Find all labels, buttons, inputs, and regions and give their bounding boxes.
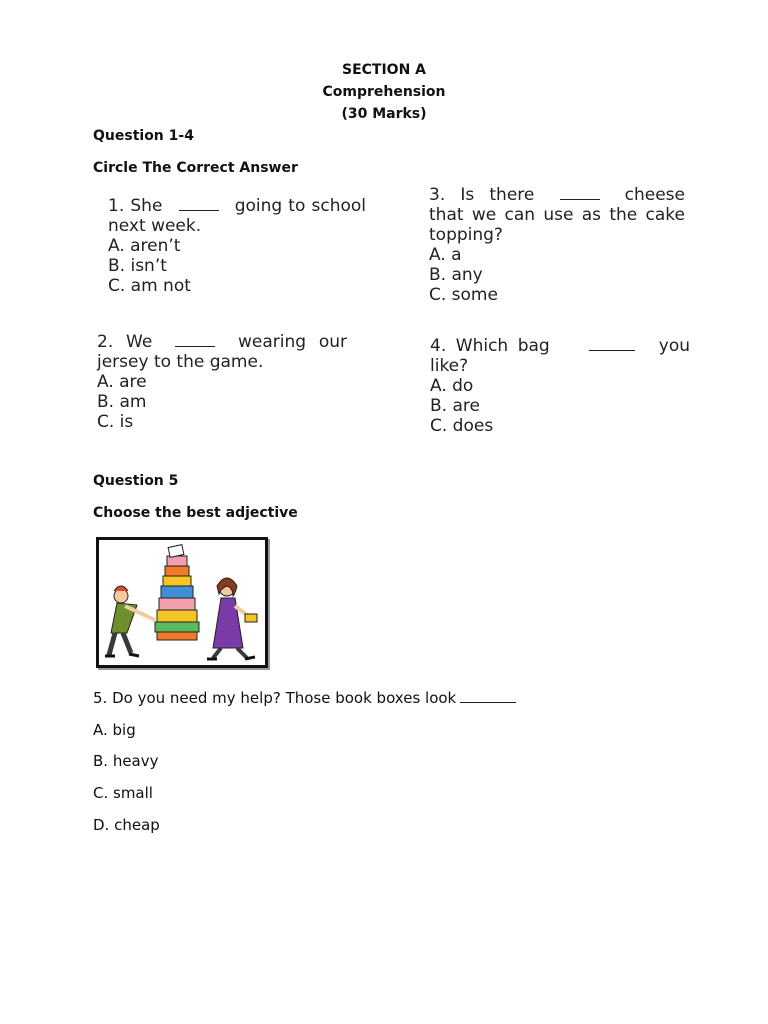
answer-blank	[589, 338, 635, 351]
option-b[interactable]: B. are	[430, 396, 480, 416]
instruction-circle: Circle The Correct Answer	[93, 160, 298, 176]
question-5-heading: Question 5	[93, 473, 179, 489]
option-b[interactable]: B. heavy	[93, 752, 159, 770]
question-5-stem: 5. Do you need my help? Those book boxes look	[93, 689, 457, 707]
question-3	[429, 185, 685, 305]
question-4-before: Which bag	[455, 336, 550, 356]
cartoon-illustration	[96, 537, 268, 668]
question-2-stem	[97, 332, 347, 372]
question-3-number: 3.	[429, 185, 446, 205]
answer-blank	[560, 187, 600, 200]
question-2-after: wearing our jersey to the game.	[97, 332, 347, 372]
question-2-number: 2.	[97, 332, 114, 352]
question-4-after: you like?	[430, 336, 691, 376]
question-2	[97, 332, 347, 432]
answer-blank	[179, 198, 219, 211]
option-a[interactable]: A. a	[429, 245, 462, 265]
question-1-before: She	[130, 196, 163, 216]
question-1	[108, 196, 366, 296]
option-c[interactable]: C. is	[97, 412, 134, 432]
option-a[interactable]: A. are	[97, 372, 147, 392]
people-carrying-boxes-illustration	[99, 540, 265, 665]
question-1-stem	[108, 196, 366, 236]
option-c[interactable]: C. am not	[108, 276, 191, 296]
question-4	[430, 336, 690, 436]
question-3-after: cheese that we can use as the cake topping?	[429, 185, 685, 245]
option-c[interactable]: C. small	[93, 784, 153, 802]
option-d[interactable]: D. cheap	[93, 816, 160, 834]
section-title: SECTION A	[341, 62, 426, 78]
question-5-text	[93, 689, 516, 707]
option-c[interactable]: C. does	[430, 416, 494, 436]
answer-blank	[175, 334, 215, 347]
question-1-number: 1.	[108, 196, 125, 216]
question-3-before: Is there	[460, 185, 535, 205]
question-range-heading: Question 1-4	[93, 128, 194, 144]
option-a[interactable]: A. big	[93, 721, 136, 739]
question-4-number: 4.	[430, 336, 447, 356]
option-b[interactable]: B. am	[97, 392, 147, 412]
option-c[interactable]: C. some	[429, 285, 498, 305]
option-a[interactable]: A. do	[430, 376, 474, 396]
instruction-adjective: Choose the best adjective	[93, 505, 298, 521]
question-4-stem	[430, 336, 690, 376]
question-1-after: going to school next week.	[108, 196, 367, 236]
question-2-before: We	[126, 332, 153, 352]
option-b[interactable]: B. any	[429, 265, 483, 285]
answer-blank	[460, 690, 516, 703]
subject-title: Comprehension	[322, 84, 446, 100]
option-a[interactable]: A. aren’t	[108, 236, 181, 256]
question-3-stem	[429, 185, 685, 245]
option-b[interactable]: B. isn’t	[108, 256, 167, 276]
marks-label: (30 Marks)	[341, 106, 427, 122]
